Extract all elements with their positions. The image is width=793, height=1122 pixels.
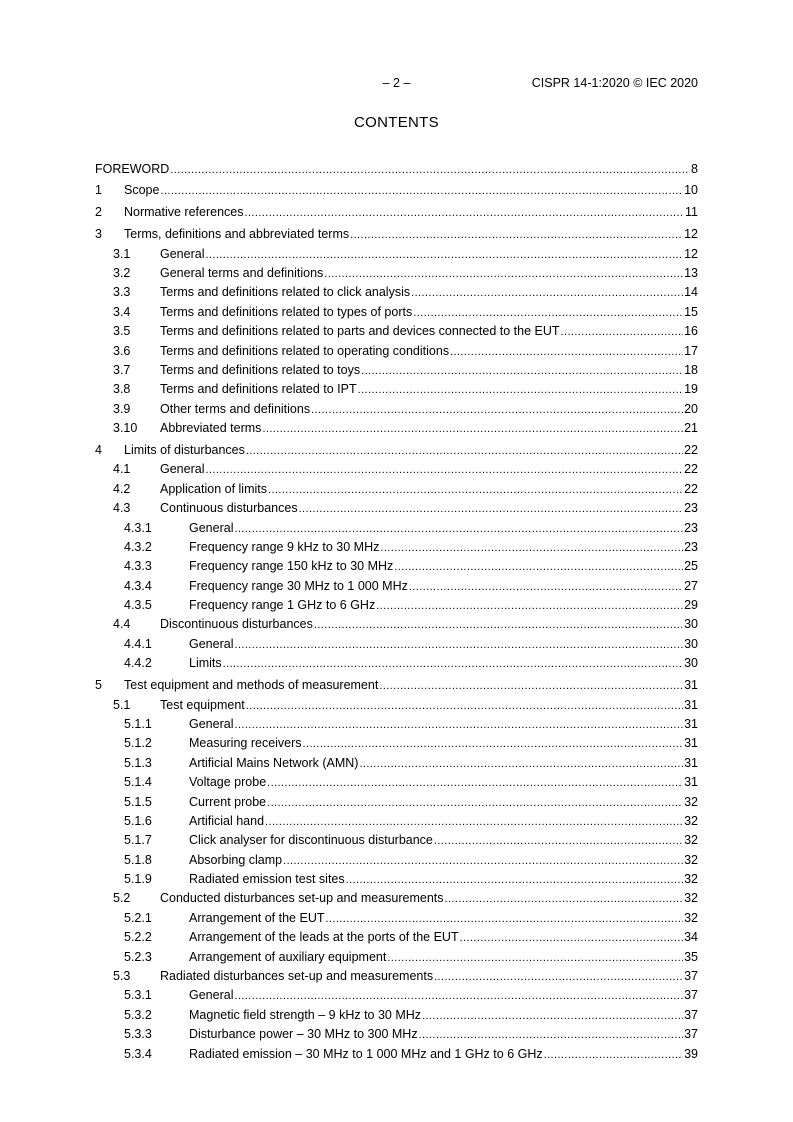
toc-entry-number: 5.1.4 xyxy=(124,775,152,790)
toc-entry-number: 4.4.1 xyxy=(124,636,152,651)
toc-entry-title: Disturbance power – 30 MHz to 300 MHz xyxy=(189,1027,418,1042)
toc-entry-page: 32 xyxy=(684,891,698,906)
toc-entry-title: General xyxy=(160,462,205,477)
page-header xyxy=(95,76,698,92)
toc-entry-number: 5.1.8 xyxy=(124,852,152,867)
toc-entry-page: 18 xyxy=(684,362,698,377)
toc-entry[interactable] xyxy=(95,342,698,361)
toc-entry[interactable] xyxy=(95,1025,698,1044)
toc-entry[interactable] xyxy=(95,160,698,179)
toc-entry-number: 5.1.6 xyxy=(124,813,152,828)
toc-entry-title: Frequency range 150 kHz to 30 MHz xyxy=(189,559,394,574)
toc-entry-title: General xyxy=(189,636,234,651)
toc-leader-dots xyxy=(445,890,684,909)
toc-entry-page: 32 xyxy=(684,833,698,848)
toc-leader-dots xyxy=(234,987,683,1006)
toc-leader-dots xyxy=(359,755,683,774)
toc-entry-title: Terms and definitions related to IPT xyxy=(160,382,357,397)
toc-entry-number: 4.3.2 xyxy=(124,539,152,554)
toc-entry-title: General xyxy=(189,988,234,1003)
toc-entry[interactable] xyxy=(95,812,698,831)
toc-leader-dots xyxy=(205,246,683,265)
toc-entry-number: 4.4.2 xyxy=(124,656,152,671)
toc-entry-page: 14 xyxy=(684,285,698,300)
toc-entry-title: Frequency range 1 GHz to 6 GHz xyxy=(189,598,376,613)
toc-entry-title: Application of limits xyxy=(160,481,267,496)
toc-leader-dots xyxy=(379,677,683,696)
toc-entry[interactable] xyxy=(95,499,698,518)
toc-entry[interactable] xyxy=(95,870,698,889)
toc-entry-title: Other terms and definitions xyxy=(160,401,311,416)
toc-entry-page: 37 xyxy=(684,1007,698,1022)
toc-leader-dots xyxy=(419,1026,684,1045)
toc-entry[interactable] xyxy=(95,696,698,715)
toc-leader-dots xyxy=(265,813,683,832)
toc-leader-dots xyxy=(234,520,683,539)
toc-entry-number: 5.3.4 xyxy=(124,1046,152,1061)
toc-entry[interactable] xyxy=(95,1045,698,1064)
toc-entry-number: 5.2.3 xyxy=(124,949,152,964)
toc-entry[interactable] xyxy=(95,322,698,341)
toc-entry-title: Conducted disturbances set-up and measurements xyxy=(160,891,444,906)
toc-entry-title: Terms and definitions related to toys xyxy=(160,362,361,377)
toc-leader-dots xyxy=(314,616,683,635)
toc-leader-dots xyxy=(262,420,683,439)
toc-leader-dots xyxy=(350,226,683,245)
toc-entry-page: 30 xyxy=(684,656,698,671)
toc-entry-number: 3.9 xyxy=(113,401,131,416)
toc-entry-page: 29 xyxy=(684,598,698,613)
document-reference: CISPR 14-1:2020 © IEC 2020 xyxy=(531,76,698,90)
toc-entry-title: Terms and definitions related to types of ports xyxy=(160,304,413,319)
table-of-contents xyxy=(95,157,698,1064)
toc-entry-title: Arrangement of the EUT xyxy=(189,910,325,925)
toc-entry-number: 4.1 xyxy=(113,462,131,477)
toc-entry[interactable] xyxy=(95,831,698,850)
toc-leader-dots xyxy=(325,910,683,929)
toc-entry-page: 31 xyxy=(684,678,698,693)
toc-entry-page: 11 xyxy=(685,205,698,220)
toc-leader-dots xyxy=(205,461,683,480)
toc-entry-number: 5.1.9 xyxy=(124,872,152,887)
toc-entry-page: 31 xyxy=(684,697,698,712)
toc-entry-number: 5.3.1 xyxy=(124,988,152,1003)
toc-entry-title: Frequency range 30 MHz to 1 000 MHz xyxy=(189,578,408,593)
toc-entry-number: 5.3.3 xyxy=(124,1027,152,1042)
toc-entry-page: 12 xyxy=(684,246,698,261)
toc-entry-page: 37 xyxy=(684,988,698,1003)
toc-entry-number: 4.2 xyxy=(113,481,131,496)
toc-entry[interactable] xyxy=(95,400,698,419)
toc-entry[interactable] xyxy=(95,557,698,576)
page-title: CONTENTS xyxy=(354,114,439,131)
toc-entry-page: 30 xyxy=(684,636,698,651)
toc-leader-dots xyxy=(324,265,683,284)
toc-leader-dots xyxy=(303,735,684,754)
toc-entry-number: 5.2.2 xyxy=(124,930,152,945)
toc-entry-title: Terms and definitions related to operating conditions xyxy=(160,343,450,358)
toc-leader-dots xyxy=(411,284,683,303)
toc-entry[interactable] xyxy=(95,203,698,222)
toc-entry[interactable] xyxy=(95,283,698,302)
toc-entry-page: 22 xyxy=(684,442,698,457)
toc-entry-number: 3.7 xyxy=(113,362,131,377)
toc-entry-page: 32 xyxy=(684,794,698,809)
toc-entry-page: 17 xyxy=(684,343,698,358)
toc-entry-title: FOREWORD xyxy=(95,161,170,176)
toc-entry[interactable] xyxy=(95,596,698,615)
toc-entry-page: 31 xyxy=(684,755,698,770)
toc-entry[interactable] xyxy=(95,615,698,634)
toc-entry[interactable] xyxy=(95,928,698,947)
toc-leader-dots xyxy=(299,500,684,519)
toc-entry-page: 20 xyxy=(684,401,698,416)
toc-entry-number: 4.4 xyxy=(113,617,131,632)
toc-entry-page: 30 xyxy=(684,617,698,632)
toc-entry-title: Artificial Mains Network (AMN) xyxy=(189,755,359,770)
toc-entry-number: 3 xyxy=(95,227,102,242)
toc-entry-page: 8 xyxy=(691,161,698,176)
toc-entry-number: 4 xyxy=(95,442,102,457)
toc-entry[interactable] xyxy=(95,264,698,283)
toc-leader-dots xyxy=(311,401,683,420)
toc-entry[interactable] xyxy=(95,519,698,538)
toc-leader-dots xyxy=(346,871,683,890)
toc-entry-number: 5.2.1 xyxy=(124,910,152,925)
toc-entry-title: Terms, definitions and abbreviated terms xyxy=(124,227,350,242)
toc-entry-page: 31 xyxy=(684,716,698,731)
toc-leader-dots xyxy=(394,558,683,577)
toc-leader-dots xyxy=(434,832,683,851)
toc-entry-page: 21 xyxy=(684,421,698,436)
toc-entry-page: 31 xyxy=(684,736,698,751)
toc-entry[interactable] xyxy=(95,380,698,399)
toc-entry-number: 2 xyxy=(95,205,102,220)
toc-leader-dots xyxy=(170,161,690,180)
toc-entry-number: 5.1.7 xyxy=(124,833,152,848)
toc-leader-dots xyxy=(234,636,683,655)
toc-entry-number: 1 xyxy=(95,183,102,198)
toc-entry-title: Discontinuous disturbances xyxy=(160,617,313,632)
toc-entry-number: 4.3.4 xyxy=(124,578,152,593)
toc-entry-page: 23 xyxy=(684,539,698,554)
toc-entry-number: 3.8 xyxy=(113,382,131,397)
toc-entry-title: Measuring receivers xyxy=(189,736,302,751)
toc-leader-dots xyxy=(267,774,683,793)
toc-entry-number: 5.1.2 xyxy=(124,736,152,751)
toc-entry-title: Radiated emission test sites xyxy=(189,872,345,887)
toc-entry[interactable] xyxy=(95,715,698,734)
toc-entry-page: 15 xyxy=(684,304,698,319)
toc-entry-title: General xyxy=(189,520,234,535)
toc-entry-page: 25 xyxy=(684,559,698,574)
toc-entry-page: 27 xyxy=(684,578,698,593)
toc-entry-number: 3.6 xyxy=(113,343,131,358)
toc-entry-page: 31 xyxy=(684,775,698,790)
toc-entry-page: 32 xyxy=(684,872,698,887)
toc-entry-title: Absorbing clamp xyxy=(189,852,283,867)
toc-entry[interactable] xyxy=(95,889,698,908)
toc-entry-page: 32 xyxy=(684,910,698,925)
toc-entry[interactable] xyxy=(95,225,698,244)
toc-leader-dots xyxy=(413,304,683,323)
toc-entry[interactable] xyxy=(95,1006,698,1025)
toc-entry-title: Scope xyxy=(124,183,160,198)
toc-leader-dots xyxy=(160,182,683,201)
toc-entry-title: Current probe xyxy=(189,794,267,809)
toc-leader-dots xyxy=(223,655,683,674)
toc-entry-number: 5.1 xyxy=(113,697,131,712)
page-number: – 2 – xyxy=(382,76,411,90)
toc-entry-page: 39 xyxy=(684,1046,698,1061)
toc-entry-number: 3.10 xyxy=(113,421,138,436)
toc-entry-title: Terms and definitions related to click analysis xyxy=(160,285,411,300)
toc-entry-page: 19 xyxy=(684,382,698,397)
toc-entry-page: 23 xyxy=(684,501,698,516)
toc-entry-number: 3.1 xyxy=(113,246,131,261)
toc-entry[interactable] xyxy=(95,676,698,695)
toc-entry-number: 4.3.5 xyxy=(124,598,152,613)
toc-entry-number: 5 xyxy=(95,678,102,693)
toc-entry-number: 3.5 xyxy=(113,324,131,339)
toc-entry-number: 4.3 xyxy=(113,501,131,516)
toc-entry-number: 5.1.1 xyxy=(124,716,152,731)
toc-entry-title: Continuous disturbances xyxy=(160,501,298,516)
toc-entry[interactable] xyxy=(95,793,698,812)
toc-entry-number: 5.3 xyxy=(113,969,131,984)
toc-entry[interactable] xyxy=(95,734,698,753)
toc-leader-dots xyxy=(267,794,683,813)
toc-entry[interactable] xyxy=(95,245,698,264)
toc-entry[interactable] xyxy=(95,460,698,479)
toc-entry-page: 37 xyxy=(684,1027,698,1042)
toc-entry-page: 32 xyxy=(684,852,698,867)
toc-entry-title: Abbreviated terms xyxy=(160,421,262,436)
toc-leader-dots xyxy=(460,929,684,948)
toc-entry[interactable] xyxy=(95,986,698,1005)
toc-entry-title: General xyxy=(160,246,205,261)
toc-entry-number: 5.3.2 xyxy=(124,1007,152,1022)
toc-entry-page: 35 xyxy=(684,949,698,964)
toc-entry-title: Arrangement of the leads at the ports of the EUT xyxy=(189,930,459,945)
toc-entry-page: 22 xyxy=(684,481,698,496)
toc-entry-title: Test equipment and methods of measurement xyxy=(124,678,379,693)
toc-entry[interactable] xyxy=(95,577,698,596)
toc-entry-page: 12 xyxy=(684,227,698,242)
toc-entry[interactable] xyxy=(95,419,698,438)
toc-entry-number: 5.1.5 xyxy=(124,794,152,809)
toc-entry-page: 34 xyxy=(684,930,698,945)
toc-entry-title: Arrangement of auxiliary equipment xyxy=(189,949,387,964)
toc-entry-page: 22 xyxy=(684,462,698,477)
toc-leader-dots xyxy=(450,343,683,362)
toc-leader-dots xyxy=(561,323,684,342)
toc-entry-title: Frequency range 9 kHz to 30 MHz xyxy=(189,539,380,554)
toc-entry-number: 4.3.3 xyxy=(124,559,152,574)
toc-entry-page: 13 xyxy=(684,265,698,280)
toc-entry-title: Test equipment xyxy=(160,697,245,712)
toc-leader-dots xyxy=(544,1046,683,1065)
toc-leader-dots xyxy=(387,949,683,968)
toc-leader-dots xyxy=(283,852,683,871)
toc-entry[interactable] xyxy=(95,754,698,773)
toc-entry-title: Magnetic field strength – 9 kHz to 30 MHz xyxy=(189,1007,422,1022)
toc-entry[interactable] xyxy=(95,361,698,380)
toc-entry[interactable] xyxy=(95,303,698,322)
toc-entry-title: Radiated disturbances set-up and measurements xyxy=(160,969,434,984)
toc-entry[interactable] xyxy=(95,773,698,792)
toc-leader-dots xyxy=(376,597,683,616)
toc-entry[interactable] xyxy=(95,909,698,928)
toc-entry[interactable] xyxy=(95,967,698,986)
toc-entry-title: Voltage probe xyxy=(189,775,267,790)
toc-leader-dots xyxy=(434,968,683,987)
toc-entry[interactable] xyxy=(95,851,698,870)
toc-entry-title: Limits xyxy=(189,656,222,671)
toc-entry-number: 3.2 xyxy=(113,265,131,280)
toc-leader-dots xyxy=(422,1007,683,1026)
toc-leader-dots xyxy=(234,716,683,735)
toc-entry-number: 5.1.3 xyxy=(124,755,152,770)
toc-entry-title: Normative references xyxy=(124,205,244,220)
toc-entry[interactable] xyxy=(95,948,698,967)
toc-leader-dots xyxy=(361,362,683,381)
toc-entry-title: Terms and definitions related to parts and devices connected to the EUT xyxy=(160,324,560,339)
toc-entry[interactable] xyxy=(95,441,698,460)
toc-entry-title: Limits of disturbances xyxy=(124,442,245,457)
toc-entry-page: 10 xyxy=(684,183,698,198)
toc-leader-dots xyxy=(246,442,683,461)
toc-entry-page: 23 xyxy=(684,520,698,535)
toc-entry-title: General xyxy=(189,716,234,731)
toc-entry-number: 5.2 xyxy=(113,891,131,906)
toc-leader-dots xyxy=(358,381,683,400)
toc-leader-dots xyxy=(246,697,683,716)
toc-entry[interactable] xyxy=(95,654,698,673)
toc-leader-dots xyxy=(245,204,685,223)
toc-entry-title: Click analyser for discontinuous disturbance xyxy=(189,833,433,848)
toc-entry[interactable] xyxy=(95,181,698,200)
toc-entry-title: Radiated emission – 30 MHz to 1 000 MHz and 1 GHz to 6 GHz xyxy=(189,1046,543,1061)
toc-entry[interactable] xyxy=(95,480,698,499)
toc-leader-dots xyxy=(268,481,683,500)
toc-leader-dots xyxy=(380,539,683,558)
toc-entry-title: General terms and definitions xyxy=(160,265,324,280)
toc-entry-page: 32 xyxy=(684,813,698,828)
toc-entry[interactable] xyxy=(95,538,698,557)
toc-entry-page: 16 xyxy=(684,324,698,339)
toc-entry-number: 4.3.1 xyxy=(124,520,152,535)
toc-entry-page: 37 xyxy=(684,969,698,984)
toc-entry-number: 3.4 xyxy=(113,304,131,319)
toc-entry-title: Artificial hand xyxy=(189,813,265,828)
toc-leader-dots xyxy=(409,578,683,597)
toc-entry-number: 3.3 xyxy=(113,285,131,300)
toc-entry[interactable] xyxy=(95,635,698,654)
